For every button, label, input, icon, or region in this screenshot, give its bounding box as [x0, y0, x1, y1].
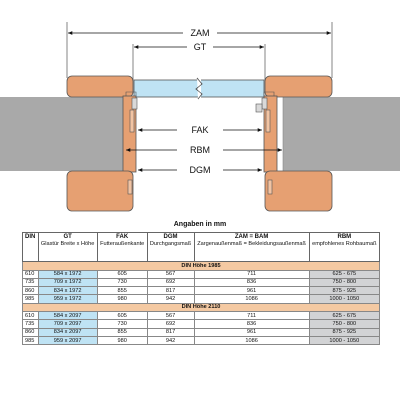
cell-zam-bam: 836 [194, 278, 309, 286]
header-gt: GT Glastür Breite x Höhe [38, 233, 97, 262]
cell-rbm: 1000 - 1050 [309, 337, 379, 345]
cell-rbm: 875 - 925 [309, 328, 379, 336]
cell-fak: 855 [97, 328, 147, 336]
cell-rbm: 625 - 675 [309, 312, 379, 320]
cell-fak: 605 [97, 312, 147, 320]
table-row [23, 337, 380, 345]
cell-fak: 855 [97, 287, 147, 295]
header-zam-bam: ZAM = BAM Zargenaußenmaß = Bekleidungsaußenmaß [194, 233, 309, 262]
cell-gt: 959 x 1972 [38, 295, 97, 303]
fak-label: FAK [191, 125, 209, 135]
table-row [23, 328, 380, 336]
cell-din: 610 [23, 312, 39, 320]
table-row [23, 295, 380, 303]
cell-gt: 709 x 2097 [38, 320, 97, 328]
cell-dgm: 817 [147, 287, 194, 295]
cell-gt: 834 x 2097 [38, 328, 97, 336]
dimension-table [22, 232, 380, 345]
rbm-label: RBM [190, 145, 210, 155]
table-row [23, 312, 380, 320]
table-row [23, 287, 380, 295]
cell-fak: 730 [97, 278, 147, 286]
cell-zam-bam: 961 [194, 328, 309, 336]
cell-rbm: 750 - 800 [309, 278, 379, 286]
cell-gt: 709 x 1972 [38, 278, 97, 286]
header-fak: FAK Futteraußenkante [97, 233, 147, 262]
table-row [23, 278, 380, 286]
cell-rbm: 875 - 925 [309, 287, 379, 295]
cell-gt: 584 x 2097 [38, 312, 97, 320]
cell-gt: 584 x 1972 [38, 270, 97, 278]
cell-zam-bam: 836 [194, 320, 309, 328]
header-din: DIN [23, 233, 39, 262]
cell-dgm: 567 [147, 270, 194, 278]
table-body [23, 262, 380, 345]
cell-din: 985 [23, 295, 39, 303]
cell-dgm: 942 [147, 295, 194, 303]
gt-label: GT [193, 42, 207, 52]
cell-din: 860 [23, 287, 39, 295]
zam-dimension [68, 26, 331, 39]
cell-rbm: 625 - 675 [309, 270, 379, 278]
cell-zam-bam: 711 [194, 312, 309, 320]
cell-dgm: 942 [147, 337, 194, 345]
cell-zam-bam: 1086 [194, 295, 309, 303]
table-header-row [23, 233, 380, 262]
table-row [23, 320, 380, 328]
section-title: DIN Höhe 1985 [23, 262, 380, 271]
section-row [23, 303, 380, 312]
header-rbm: RBM empfohlenes Rohbaumaß [309, 233, 379, 262]
cell-fak: 605 [97, 270, 147, 278]
cell-fak: 730 [97, 320, 147, 328]
cell-din: 735 [23, 320, 39, 328]
cell-gt: 834 x 1972 [38, 287, 97, 295]
dgm-dimension [138, 165, 262, 175]
cell-din: 985 [23, 337, 39, 345]
cell-dgm: 567 [147, 312, 194, 320]
cell-dgm: 692 [147, 278, 194, 286]
rbm-dimension [126, 145, 282, 155]
units-caption: Angaben in mm [173, 221, 227, 228]
section-title: DIN Höhe 2110 [23, 303, 380, 312]
cell-zam-bam: 711 [194, 270, 309, 278]
cell-gt: 959 x 2097 [38, 337, 97, 345]
wall-right [283, 97, 400, 171]
gt-dimension [134, 40, 264, 53]
table-row [23, 270, 380, 278]
cell-din: 860 [23, 328, 39, 336]
section-row [23, 262, 380, 271]
cell-zam-bam: 1086 [194, 337, 309, 345]
cell-fak: 980 [97, 337, 147, 345]
cell-fak: 980 [97, 295, 147, 303]
cell-din: 735 [23, 278, 39, 286]
cell-dgm: 692 [147, 320, 194, 328]
glass-panel [134, 78, 264, 99]
cell-dgm: 817 [147, 328, 194, 336]
dgm-label: DGM [189, 165, 211, 175]
header-dgm: DGM Durchgangsmaß [147, 233, 194, 262]
cell-din: 610 [23, 270, 39, 278]
cell-rbm: 750 - 800 [309, 320, 379, 328]
zam-label: ZAM [190, 28, 210, 38]
cell-zam-bam: 961 [194, 287, 309, 295]
wall-left [0, 97, 125, 171]
cell-rbm: 1000 - 1050 [309, 295, 379, 303]
fak-dimension [138, 125, 262, 135]
